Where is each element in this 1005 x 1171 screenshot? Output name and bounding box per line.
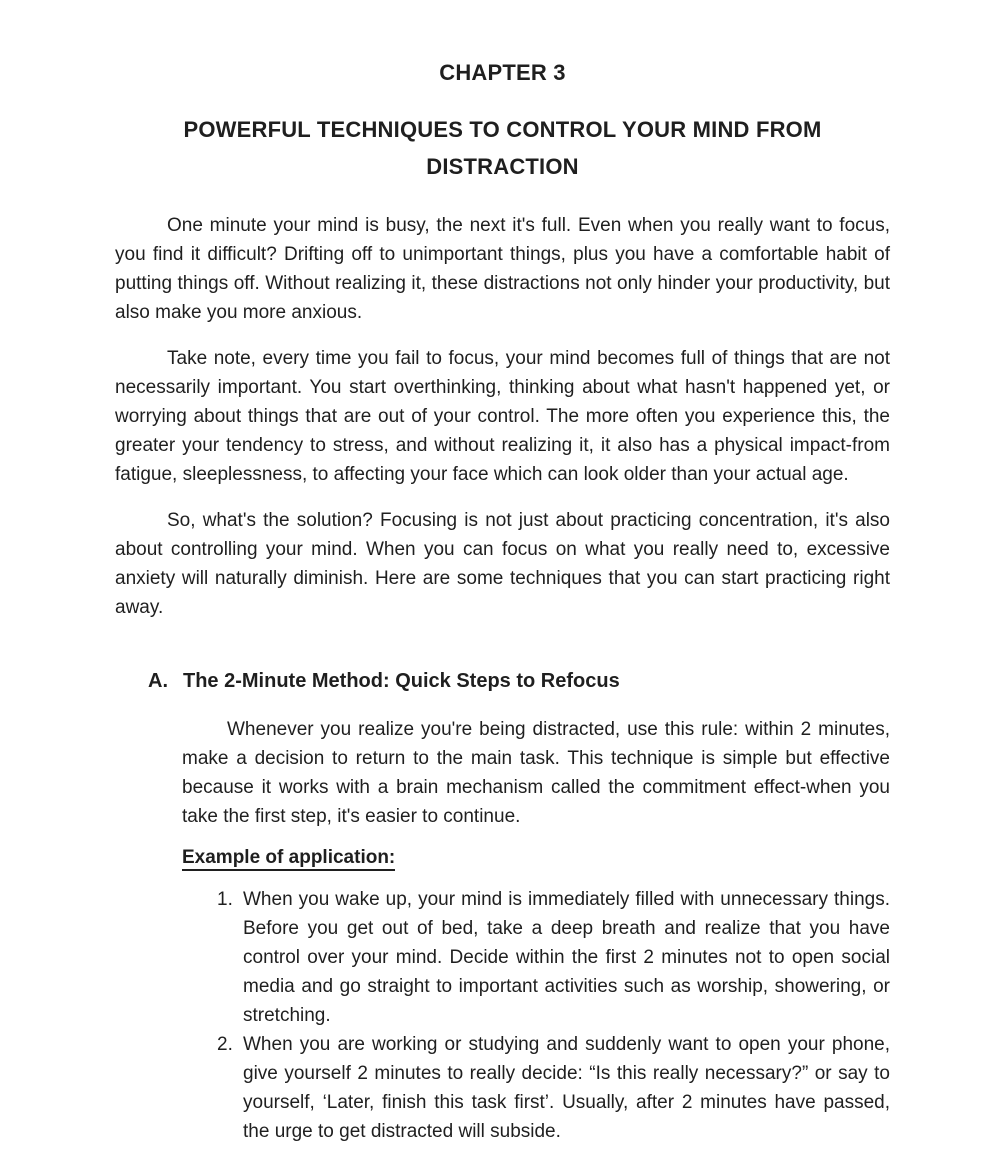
paragraph-intro-1: One minute your mind is busy, the next it's full. Even when you really want to focus, you find it difficult? Drifting off to unimportant things, plus you have a comfortable habit of putting things off. Without realizing it, these distractions not only hinder your productivity, but also make you more anxious.	[115, 215, 890, 323]
chapter-title-line-2: DISTRACTION	[426, 154, 579, 179]
section-a-heading	[148, 668, 890, 695]
paragraph-intro-3: So, what's the solution? Focusing is not just about practicing concentration, it's also about controlling your mind. When you can focus on what you really need to, excessive anxiety will naturally diminish. Here are some techniques that you can start practicing right away.	[115, 510, 890, 618]
section-a	[115, 668, 890, 1146]
example-heading	[182, 844, 890, 871]
list-item-text: When you wake up, your mind is immediately filled with unnecessary things. Before you get out of bed, take a deep breath and realize that you have control over your mind. Decide within the first 2 minutes not to open social media and go straight to important activities such as worship, showering, or stretching.	[243, 889, 890, 1026]
example-list	[115, 885, 890, 1146]
section-a-label: A.	[148, 670, 168, 692]
list-item-text: When you are working or studying and suddenly want to open your phone, give yourself 2 minutes to really decide: “Is this really necessary?” or say to yourself, ‘Later, finish this task first’. Usually, after 2 minutes have passed, the urge to get distracted will subside.	[243, 1034, 890, 1142]
chapter-title-line-1: POWERFUL TECHNIQUES TO CONTROL YOUR MIND FROM	[183, 117, 822, 142]
list-item	[217, 885, 890, 1030]
example-heading-text: Example of application:	[182, 847, 395, 871]
chapter-title	[115, 111, 890, 185]
section-a-intro: Whenever you realize you're being distracted, use this rule: within 2 minutes, make a decision to return to the main task. This technique is simple but effective because it works with a brain mechanism called the commitment effect-when you take the first step, it's easier to continue.	[182, 719, 890, 827]
list-item	[217, 1030, 890, 1146]
list-item-number: 2.	[217, 1034, 233, 1055]
chapter-label: CHAPTER 3	[439, 60, 566, 85]
list-item-number: 1.	[217, 889, 233, 910]
section-a-heading-text: The 2-Minute Method: Quick Steps to Refocus	[183, 670, 620, 692]
paragraph-intro-2: Take note, every time you fail to focus, your mind becomes full of things that are not necessarily important. You start overthinking, thinking about what hasn't happened yet, or worrying about things that are out of your control. The more often you experience this, the greater your tendency to stress, and without realizing it, it also has a physical impact-from fatigue, sleeplessness, to affecting your face which can look older than your actual age.	[115, 348, 890, 485]
